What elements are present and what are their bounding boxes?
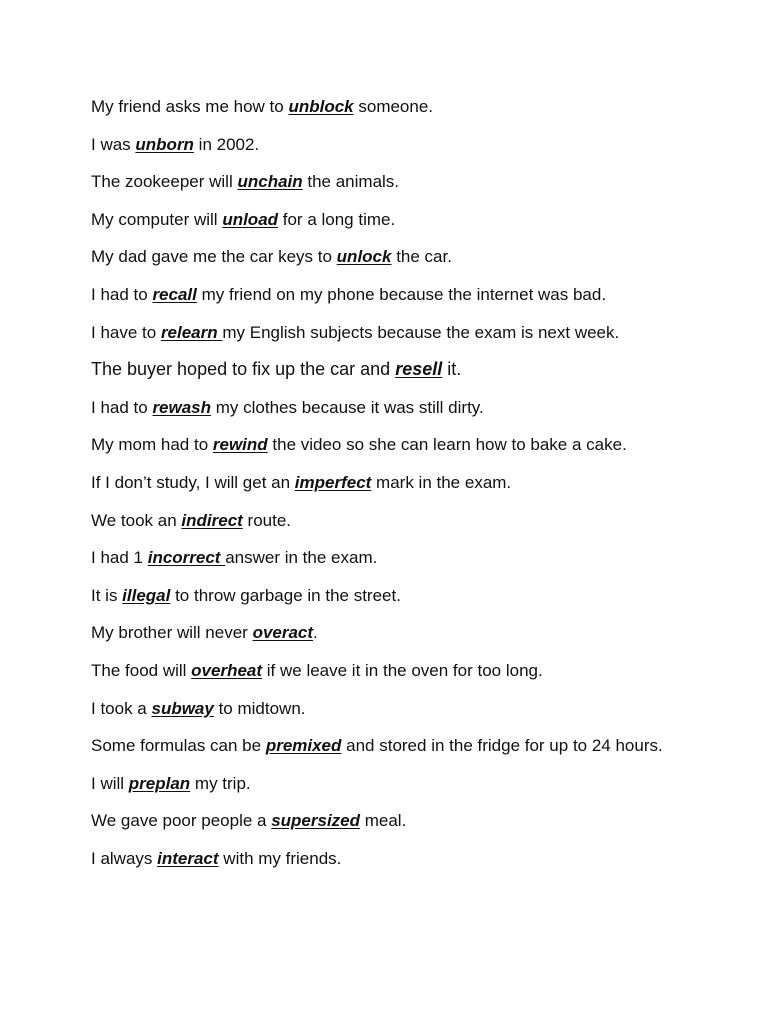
- sentence-text: mark in the exam.: [371, 472, 512, 492]
- sentence-text: for a long time.: [278, 209, 396, 229]
- sentence-text: answer in the exam.: [225, 548, 378, 568]
- sentence-text: the animals.: [302, 172, 400, 192]
- keyword: overact: [252, 623, 314, 643]
- sentence-line: [91, 131, 691, 158]
- sentence-line: [91, 770, 691, 797]
- sentence-line: [91, 582, 691, 609]
- sentence-text: the video so she can learn how to bake a cake.: [267, 435, 627, 455]
- sentence-line: [91, 281, 691, 308]
- sentence-line: [91, 695, 691, 722]
- sentence-text: We gave poor people a: [91, 811, 272, 831]
- keyword: illegal: [122, 585, 171, 605]
- sentence-line: [91, 845, 691, 872]
- keyword: imperfect: [294, 472, 372, 492]
- sentence-text: My friend asks me how to: [91, 97, 289, 116]
- keyword: unchain: [237, 172, 303, 192]
- sentence-line: [91, 619, 691, 646]
- sentence-text: .: [313, 623, 318, 643]
- sentence-text: The food will: [91, 660, 192, 680]
- sentence-line: [91, 319, 691, 346]
- keyword: rewash: [152, 397, 212, 417]
- keyword: incorrect: [147, 548, 226, 568]
- sentence-line: [91, 431, 691, 458]
- sentence-line: [91, 93, 691, 120]
- keyword: supersized: [271, 811, 361, 831]
- sentence-text: It is: [91, 585, 123, 605]
- sentence-text: I was: [91, 134, 136, 154]
- sentence-text: Some formulas can be: [91, 736, 266, 756]
- keyword: unlock: [336, 247, 392, 267]
- sentence-text: in 2002.: [193, 134, 260, 154]
- sentence-text: meal.: [360, 811, 407, 831]
- sentence-text: to midtown.: [213, 698, 306, 718]
- sentence-text: My mom had to: [91, 435, 213, 455]
- keyword: unblock: [288, 97, 354, 116]
- sentence-text: and stored in the fridge for up to 24 hours.: [341, 736, 663, 756]
- keyword: recall: [152, 284, 197, 304]
- sentence-line: [91, 168, 691, 195]
- sentence-text: If I don’t study, I will get an: [91, 472, 295, 492]
- keyword: resell: [395, 359, 443, 380]
- sentence-text: My dad gave me the car keys to: [91, 247, 337, 267]
- sentence-text: I had to: [91, 397, 153, 417]
- sentence-text: My brother will never: [91, 623, 253, 643]
- sentence-text: someone.: [353, 97, 434, 116]
- sentence-line: [91, 507, 691, 534]
- keyword: subway: [151, 698, 214, 718]
- keyword: unborn: [135, 134, 194, 154]
- keyword: unload: [222, 209, 279, 229]
- keyword: preplan: [128, 773, 191, 793]
- sentence-text: my clothes because it was still dirty.: [211, 397, 484, 417]
- sentence-text: I always: [91, 848, 158, 868]
- sentence-line: [91, 469, 691, 496]
- sentence-text: My computer will: [91, 209, 223, 229]
- keyword: premixed: [265, 736, 342, 756]
- sentence-line: [91, 356, 691, 383]
- sentence-text: I took a: [91, 698, 152, 718]
- sentence-text: I had 1: [91, 548, 148, 568]
- sentence-text: I will: [91, 773, 129, 793]
- sentence-text: my friend on my phone because the internet was bad.: [196, 284, 607, 304]
- sentence-line: [91, 544, 691, 571]
- sentence-text: I had to: [91, 284, 153, 304]
- sentence-text: The zookeeper will: [91, 172, 238, 192]
- sentence-list: [91, 93, 691, 882]
- sentence-text: my English subjects because the exam is next week.: [222, 322, 620, 342]
- sentence-text: my trip.: [190, 773, 251, 793]
- sentence-text: I have to: [91, 322, 161, 342]
- sentence-line: [91, 243, 691, 270]
- sentence-text: the car.: [391, 247, 452, 267]
- sentence-line: [91, 732, 666, 759]
- sentence-line: [91, 807, 691, 834]
- sentence-text: We took an: [91, 510, 182, 530]
- sentence-text: route.: [242, 510, 292, 530]
- keyword: indirect: [181, 510, 243, 530]
- sentence-text: The buyer hoped to fix up the car and: [91, 359, 396, 380]
- sentence-line: [91, 206, 691, 233]
- sentence-line: [91, 657, 691, 684]
- keyword: overheat: [191, 660, 263, 680]
- sentence-text: it.: [442, 359, 462, 380]
- keyword: relearn: [160, 322, 223, 342]
- sentence-text: to throw garbage in the street.: [170, 585, 401, 605]
- sentence-text: with my friends.: [218, 848, 342, 868]
- sentence-text: if we leave it in the oven for too long.: [262, 660, 543, 680]
- keyword: interact: [157, 848, 219, 868]
- keyword: rewind: [212, 435, 268, 455]
- sentence-line: [91, 394, 691, 421]
